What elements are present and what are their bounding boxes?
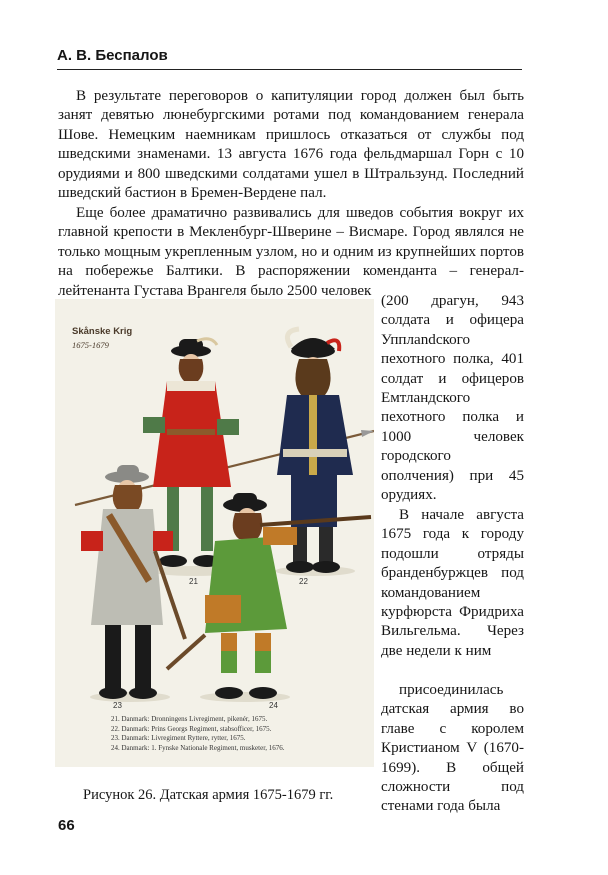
plate-subtitle: 1675-1679 bbox=[72, 340, 109, 350]
figure-number: 21 bbox=[189, 577, 198, 586]
figure-number: 23 bbox=[113, 701, 122, 710]
plate-caption-line: 22. Danmark: Prins Georgs Regiment, stabsofficer, 1675. bbox=[111, 724, 272, 733]
illustration-plate bbox=[55, 299, 374, 767]
figure-musketeer bbox=[167, 493, 371, 699]
plate-caption-line: 24. Danmark: 1. Fynske Nationale Regiment, musketer, 1676. bbox=[111, 743, 285, 752]
plate-caption-line: 23. Danmark: Livregiment Ryttere, rytter, 1675. bbox=[111, 734, 246, 743]
paragraph-capitulation: В результате переговоров о капитуляции город должен был быть занят девятью люнебургскими ротами под командованием генерала Шове. Немецким наемникам пришлось отказаться от службы под шведскими знаменами. 13 августа 1676 года фельдмаршал Горн с 10 орудиями и 800 шведскими солдатами ушел в Штральзунд. Последний шведский бастион в Бремен-Вердене пал. bbox=[58, 88, 524, 202]
plate-title: Skånske Krig bbox=[72, 326, 133, 337]
figure-caption: Рисунок 26. Датская армия 1675-1679 гг. bbox=[83, 787, 334, 803]
plate-caption-line: 21. Danmark: Dronningens Livregiment, pikenér, 1675. bbox=[111, 715, 268, 723]
author-name: А. В. Беспалов bbox=[57, 47, 168, 64]
side-text-garrison: (200 драгун, 943 солдата и офицера Упплandского пехотного полка, 401 солдат и офицеров Емтландского пехотного полка и 1000 человек городского ополчения) при 45 орудиях. bbox=[381, 293, 524, 504]
side-text-danish-army: присоединилась датская армия во главе с королем Кристианом V (1670-1699). В общей сложности под стенами года была bbox=[381, 682, 524, 815]
side-text-brandenburg: В начале августа 1675 года к городу подошли отряды бранденбуржцев под командованием курфюрста Фридриха Вильгельма. Через две недели к ним bbox=[381, 507, 524, 659]
running-header bbox=[57, 47, 522, 65]
header-rule bbox=[57, 69, 522, 70]
plate-captions bbox=[111, 715, 371, 753]
soldiers-illustration bbox=[55, 299, 374, 767]
paragraph-wismar: Еще более драматично развивались для шведов события вокруг их главной крепости в Мекленбург-Шверине – Висмаре. Город являлся не только мощным укрепленным узлом, но и одним из крупнейших портов на побережье Балтики. В распоряжении коменданта – генерал-лейтенанта Густава Врангеля было 2500 человек bbox=[58, 205, 524, 299]
figure-number: 22 bbox=[299, 577, 308, 586]
figure-number: 24 bbox=[269, 701, 278, 710]
page-number: 66 bbox=[58, 817, 75, 834]
